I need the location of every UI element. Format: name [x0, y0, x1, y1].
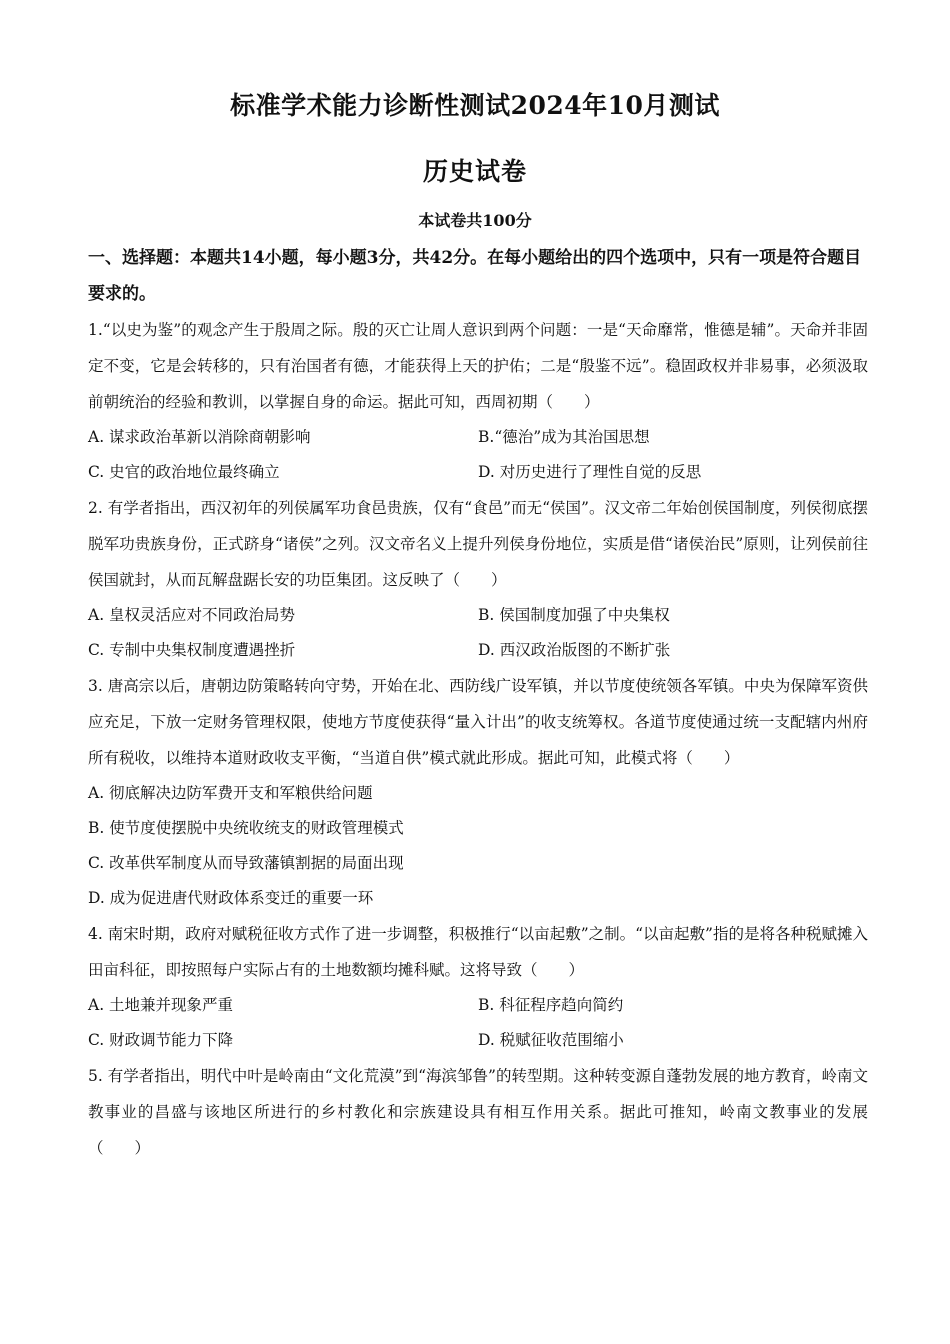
option-d: D. 税赋征收范围缩小	[478, 1031, 624, 1049]
exam-content	[88, 240, 868, 1166]
question-stem: 2. 有学者指出，西汉初年的列侯属军功食邑贵族，仅有“食邑”而无“侯国”。汉文帝二年始创侯国制度，列侯彻底摆脱军功贵族身份，正式跻身“诸侯”之列。汉文帝名义上提升列侯身份地位，实质是借“诸侯治民”原则，让列侯前往侯国就封，从而瓦解盘踞长安的功臣集团。这反映了（ ）	[88, 499, 868, 589]
section-heading: 一、选择题：本题共14小题，每小题3分，共42分。在每小题给出的四个选项中，只有一项是符合题目要求的。	[88, 248, 862, 304]
question-stem: 4. 南宋时期，政府对赋税征收方式作了进一步调整，积极推行“以亩起敷”之制。“以亩起敷”指的是将各种税赋摊入田亩科征，即按照每户实际占有的土地数额均摊科赋。这将导致（ ）	[88, 925, 868, 979]
question-stem: 3. 唐高宗以后，唐朝边防策略转向守势，开始在北、西防线广设军镇，并以节度使统领各军镇。中央为保障军资供应充足，下放一定财务管理权限，使地方节度使获得“量入计出”的收支统筹权。各道节度使通过统一支配辖内州府所有税收，以维持本道财政收支平衡，“当道自供”模式就此形成。据此可知，此模式将（ ）	[88, 677, 868, 767]
option-d: D. 西汉政治版图的不断扩张	[478, 641, 671, 659]
option-a: A. 谋求政治革新以消除商朝影响	[88, 428, 311, 446]
question-3	[88, 668, 868, 916]
option-d: D. 对历史进行了理性自觉的反思	[478, 463, 702, 481]
option-c: C. 史官的政治地位最终确立	[88, 463, 280, 481]
option-a: A. 土地兼并现象严重	[88, 996, 234, 1014]
option-d: D. 成为促进唐代财政体系变迁的重要一环	[88, 889, 374, 907]
option-b: B. 使节度使摆脱中央统收统支的财政管理模式	[88, 819, 404, 837]
option-c: C. 财政调节能力下降	[88, 1031, 234, 1049]
option-a: A. 皇权灵活应对不同政治局势	[88, 606, 296, 624]
question-5	[88, 1058, 868, 1166]
subject-title: 历史试卷	[422, 157, 527, 186]
question-stem: 5. 有学者指出，明代中叶是岭南由“文化荒漠”到“海滨邹鲁”的转型期。这种转变源自蓬勃发展的地方教育，岭南文教事业的昌盛与该地区所进行的乡村教化和宗族建设具有相互作用关系。据此可推知，岭南文教事业的发展（ ）	[88, 1067, 868, 1157]
exam-title: 标准学术能力诊断性测试2024年10月测试	[230, 91, 720, 120]
option-c: C. 专制中央集权制度遭遇挫折	[88, 641, 296, 659]
question-4	[88, 916, 868, 1058]
option-b: B. 侯国制度加强了中央集权	[478, 606, 670, 624]
option-c: C. 改革供军制度从而导致藩镇割据的局面出现	[88, 854, 404, 872]
question-stem: 1.“以史为鉴”的观念产生于殷周之际。殷的灭亡让周人意识到两个问题：一是“天命靡常，惟德是辅”。天命并非固定不变，它是会转移的，只有治国者有德，才能获得上天的护佑；二是“殷鉴不远”。稳固政权并非易事，必须汲取前朝统治的经验和教训，以掌握自身的命运。据此可知，西周初期（ ）	[88, 321, 868, 411]
option-b: B. 科征程序趋向简约	[478, 996, 624, 1014]
option-a: A. 彻底解决边防军费开支和军粮供给问题	[88, 784, 373, 802]
question-2	[88, 490, 868, 668]
option-b: B.“德治”成为其治国思想	[478, 428, 650, 446]
question-1	[88, 312, 868, 490]
score-note: 本试卷共100分	[418, 211, 532, 230]
